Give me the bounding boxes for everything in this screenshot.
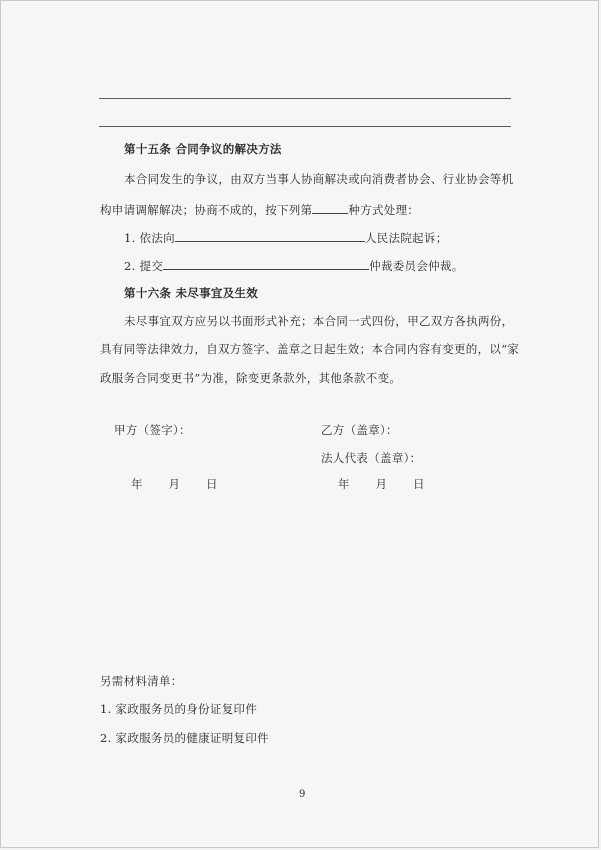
- paragraph-text: 种方式处理：: [348, 203, 420, 217]
- party-a-signature-label: 甲方（签字）：: [114, 423, 191, 437]
- article-16-heading: 第十六条 未尽事宜及生效: [124, 286, 259, 300]
- party-b-seal-label: 乙方（盖章）：: [321, 423, 398, 437]
- party-b-date: 年 月 日: [338, 477, 426, 491]
- option-1-line: [124, 229, 448, 245]
- option-2-line: [124, 257, 464, 273]
- option-2-text: 2. 提交: [124, 259, 164, 273]
- article-16-paragraph-line: 政服务合同变更书”为准，除变更条款外，其他条款不变。: [100, 371, 402, 385]
- article-16-paragraph-line: 未尽事宜双方应另以书面形式补充；本合同一式四份，甲乙双方各执两份，: [124, 314, 514, 328]
- materials-list-item: 2. 家政服务员的健康证明复印件: [100, 731, 269, 745]
- party-a-date: 年 月 日: [131, 477, 219, 491]
- blank-fill-line: [99, 126, 511, 127]
- arbitration-name-blank: [163, 257, 369, 270]
- legal-rep-seal-label: 法人代表（盖章）：: [321, 451, 422, 465]
- article-15-paragraph-line: 本合同发生的争议，由双方当事人协商解决或向消费者协会、行业协会等机: [124, 172, 514, 186]
- page-number: 9: [299, 789, 306, 800]
- option-number-blank: [312, 201, 348, 214]
- article-15-paragraph-line: [100, 201, 419, 217]
- article-15-heading: 第十五条 合同争议的解决方法: [124, 142, 282, 156]
- option-1-suffix: 人民法院起诉；: [364, 231, 448, 245]
- article-16-paragraph-line: 具有同等法律效力，自双方签字、盖章之日起生效；本合同内容有变更的，以“家: [100, 342, 520, 356]
- court-name-blank: [175, 229, 365, 242]
- option-2-suffix: 仲裁委员会仲裁。: [369, 259, 464, 273]
- blank-fill-line: [99, 98, 511, 99]
- materials-list-item: 1. 家政服务员的身份证复印件: [100, 702, 258, 716]
- materials-list-title: 另需材料清单：: [100, 674, 183, 688]
- paragraph-text: 构申请调解解决；协商不成的，按下列第: [100, 203, 313, 217]
- option-1-text: 1. 依法向: [124, 231, 175, 245]
